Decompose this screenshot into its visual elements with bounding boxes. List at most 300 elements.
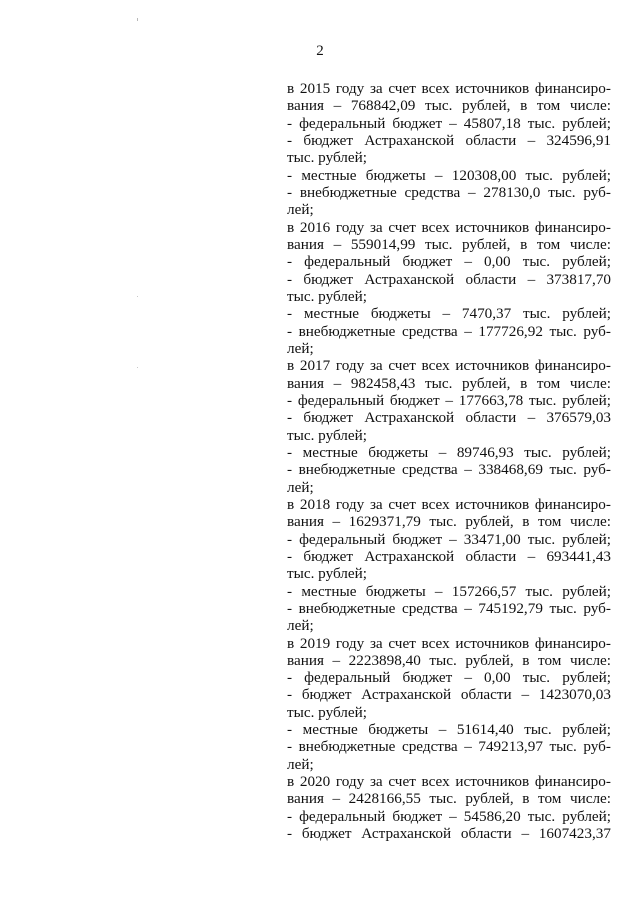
word: 0,00: [484, 253, 511, 271]
word: финансиро-: [534, 80, 611, 97]
word: финансиро-: [534, 773, 611, 791]
word: тыс.: [523, 305, 551, 323]
word: –: [464, 253, 472, 271]
text-line: [287, 375, 611, 392]
word: источников: [455, 495, 530, 513]
word: счет: [388, 80, 416, 97]
word: руб-: [583, 738, 611, 756]
word: 768842,09: [350, 97, 416, 115]
scan-dot: [137, 296, 138, 297]
word: тыс. рублей;: [287, 703, 367, 721]
word: рублей;: [562, 530, 611, 548]
text-line: [287, 531, 611, 548]
word: бюджет: [301, 686, 352, 704]
word: бюджеты: [365, 166, 426, 184]
word: руб-: [583, 322, 611, 340]
word: рублей;: [562, 253, 611, 271]
word: бюджет: [392, 530, 443, 548]
word: за: [369, 357, 383, 375]
word: области: [465, 547, 517, 565]
word: 177663,78: [458, 391, 524, 409]
word: федеральный: [297, 391, 385, 409]
word: рублей,: [462, 97, 511, 115]
word: области: [460, 825, 512, 843]
word: рублей;: [562, 443, 611, 461]
word: рублей;: [562, 721, 611, 739]
word: том: [538, 790, 562, 808]
word: 324596,91: [546, 131, 611, 149]
word: за: [369, 218, 383, 236]
text-line: [287, 583, 611, 600]
word: тыс.: [527, 807, 556, 825]
text-line: [287, 167, 611, 184]
word: числе:: [569, 235, 611, 253]
text-line: [287, 773, 611, 790]
word: -: [287, 599, 293, 617]
text-line: [287, 132, 611, 149]
word: -: [287, 721, 293, 739]
word: бюджет: [303, 131, 354, 149]
word: том: [536, 374, 561, 392]
word: источников: [455, 634, 530, 652]
word: тыс. рублей;: [287, 426, 367, 444]
word: –: [464, 322, 472, 340]
word: лей;: [287, 617, 314, 635]
text-line: [287, 427, 611, 444]
word: тыс.: [429, 513, 457, 531]
word: году: [335, 495, 365, 513]
word: в: [522, 513, 530, 531]
word: рублей,: [462, 374, 511, 392]
word: 0,00: [484, 669, 511, 687]
word: в: [287, 218, 295, 236]
word: федеральный: [299, 114, 386, 132]
word: в: [287, 634, 295, 652]
word: лей;: [287, 339, 314, 357]
word: вания: [287, 513, 324, 531]
scan-mark: [137, 18, 138, 21]
word: местные: [302, 443, 358, 461]
word: -: [287, 253, 293, 271]
word: –: [468, 183, 476, 201]
word: тыс.: [522, 669, 551, 687]
word: тыс.: [425, 374, 453, 392]
word: тыс.: [429, 651, 457, 669]
word: тыс.: [524, 443, 552, 461]
word: числе:: [569, 513, 611, 531]
text-line: [287, 323, 611, 340]
word: бюджет: [303, 547, 354, 565]
word: внебюджетные: [299, 183, 397, 201]
word: всех: [421, 495, 450, 513]
word: –: [449, 114, 457, 132]
word: –: [434, 166, 443, 184]
word: 338468,69: [478, 461, 543, 479]
word: внебюджетные: [298, 461, 396, 479]
word: 157266,57: [451, 582, 517, 600]
word: году: [335, 218, 365, 236]
word: году: [335, 634, 365, 652]
word: тыс. рублей;: [287, 287, 367, 305]
word: 693441,43: [546, 547, 611, 565]
word: 2223898,40: [348, 651, 421, 669]
word: –: [438, 721, 447, 739]
word: –: [521, 825, 530, 843]
word: -: [287, 669, 293, 687]
word: рублей;: [562, 391, 611, 409]
text-line: [287, 652, 611, 669]
word: -: [287, 391, 293, 409]
word: –: [464, 461, 472, 479]
word: руб-: [583, 599, 611, 617]
word: –: [449, 807, 457, 825]
word: рублей,: [465, 513, 514, 531]
word: 982458,43: [350, 374, 416, 392]
text-line: [287, 704, 611, 721]
word: Астраханской: [364, 131, 455, 149]
word: федеральный: [299, 530, 386, 548]
word: внебюджетные: [298, 599, 396, 617]
word: лей;: [287, 755, 314, 773]
word: лей;: [287, 478, 314, 496]
word: 559014,99: [350, 235, 416, 253]
text-line: [287, 288, 611, 305]
word: году: [335, 773, 365, 791]
word: -: [287, 114, 293, 132]
word: средства: [404, 183, 461, 201]
word: 2020: [299, 773, 331, 791]
word: источников: [455, 357, 530, 375]
word: местные: [302, 721, 358, 739]
word: руб-: [583, 183, 611, 201]
word: 745192,79: [478, 599, 543, 617]
word: вания: [287, 97, 324, 115]
text-line: [287, 219, 611, 236]
word: тыс.: [525, 582, 553, 600]
word: тыс.: [549, 599, 577, 617]
word: тыс.: [529, 391, 557, 409]
text-line: [287, 738, 611, 755]
word: бюджет: [392, 114, 443, 132]
word: лей;: [287, 201, 314, 219]
text-line: [287, 184, 611, 201]
word: Астраханской: [364, 547, 455, 565]
word: том: [536, 235, 561, 253]
word: -: [287, 461, 293, 479]
word: –: [527, 547, 536, 565]
word: бюджеты: [368, 443, 429, 461]
text-line: [287, 565, 611, 582]
text-line: [287, 392, 611, 409]
word: вания: [287, 235, 324, 253]
word: средства: [401, 322, 458, 340]
word: -: [287, 686, 293, 704]
word: 2015: [299, 80, 331, 97]
word: бюджеты: [368, 721, 429, 739]
text-line: [287, 600, 611, 617]
word: за: [369, 773, 383, 791]
word: –: [333, 235, 342, 253]
word: 2018: [299, 495, 331, 513]
word: в: [287, 80, 295, 97]
text-line: [287, 808, 611, 825]
word: 376579,03: [546, 409, 611, 427]
word: –: [464, 738, 472, 756]
word: -: [287, 443, 293, 461]
text-line: [287, 97, 611, 114]
text-line: [287, 825, 611, 842]
word: местные: [303, 305, 360, 323]
word: в: [520, 97, 528, 115]
word: –: [442, 305, 451, 323]
word: –: [464, 599, 472, 617]
word: 749213,97: [478, 738, 543, 756]
word: Астраханской: [364, 409, 455, 427]
word: том: [536, 97, 561, 115]
word: Астраханской: [361, 686, 452, 704]
word: в: [522, 651, 530, 669]
word: тыс.: [522, 253, 551, 271]
text-line: [287, 271, 611, 288]
word: 1629371,79: [348, 513, 421, 531]
word: -: [287, 166, 293, 184]
word: в: [520, 374, 528, 392]
text-line: [287, 496, 611, 513]
word: счет: [388, 218, 416, 236]
word: –: [333, 374, 342, 392]
word: всех: [421, 634, 450, 652]
word: источников: [455, 218, 530, 236]
text-line: [287, 357, 611, 374]
word: финансиро-: [534, 357, 611, 375]
word: году: [335, 357, 365, 375]
word: -: [287, 738, 293, 756]
text-line: [287, 305, 611, 322]
word: 278130,0: [483, 183, 541, 201]
text-line: [287, 461, 611, 478]
word: -: [287, 582, 293, 600]
word: том: [538, 513, 562, 531]
word: счет: [388, 773, 416, 791]
word: рублей,: [465, 651, 514, 669]
word: рублей,: [465, 790, 514, 808]
word: числе:: [569, 374, 611, 392]
word: счет: [388, 634, 416, 652]
word: Астраханской: [361, 825, 452, 843]
word: всех: [421, 218, 450, 236]
word: средства: [401, 738, 458, 756]
word: –: [438, 443, 447, 461]
word: местные: [301, 582, 357, 600]
word: вания: [287, 790, 324, 808]
word: федеральный: [304, 253, 391, 271]
word: -: [287, 807, 293, 825]
word: области: [465, 131, 517, 149]
word: 33471,00: [463, 530, 521, 548]
word: средства: [401, 461, 458, 479]
word: тыс.: [429, 790, 457, 808]
word: –: [521, 686, 530, 704]
word: бюджеты: [370, 305, 431, 323]
word: –: [332, 651, 341, 669]
word: 2428166,55: [348, 790, 421, 808]
word: 2017: [299, 357, 331, 375]
word: 373817,70: [546, 270, 611, 288]
text-line: [287, 617, 611, 634]
word: всех: [421, 357, 450, 375]
text-line: [287, 513, 611, 530]
word: рублей,: [462, 235, 511, 253]
word: –: [332, 790, 341, 808]
word: 120308,00: [451, 166, 517, 184]
word: тыс.: [549, 738, 577, 756]
word: –: [464, 669, 472, 687]
word: тыс.: [527, 114, 556, 132]
word: финансиро-: [534, 495, 611, 513]
word: источников: [455, 773, 530, 791]
word: бюджет: [389, 391, 440, 409]
word: -: [287, 183, 293, 201]
text-line: [287, 756, 611, 773]
text-line: [287, 253, 611, 270]
word: –: [449, 530, 457, 548]
word: 7470,37: [461, 305, 512, 323]
word: за: [369, 495, 383, 513]
word: области: [465, 409, 517, 427]
word: –: [333, 97, 342, 115]
word: 1607423,37: [538, 825, 611, 843]
word: вания: [287, 651, 324, 669]
word: 1423070,03: [538, 686, 611, 704]
word: тыс. рублей;: [287, 149, 367, 167]
word: 2019: [299, 634, 331, 652]
word: –: [434, 582, 443, 600]
word: за: [369, 80, 383, 97]
word: числе:: [569, 651, 611, 669]
word: -: [287, 530, 293, 548]
word: в: [287, 773, 295, 791]
word: тыс. рублей;: [287, 565, 367, 583]
word: –: [527, 409, 536, 427]
word: -: [287, 131, 293, 149]
word: -: [287, 270, 293, 288]
word: всех: [421, 773, 450, 791]
word: 45807,18: [463, 114, 521, 132]
text-line: [287, 80, 611, 97]
word: рублей;: [562, 582, 611, 600]
word: Астраханской: [364, 270, 455, 288]
text-line: [287, 201, 611, 218]
word: тыс.: [525, 166, 553, 184]
word: в: [522, 790, 530, 808]
word: -: [287, 305, 293, 323]
word: –: [445, 391, 453, 409]
word: числе:: [569, 97, 611, 115]
word: тыс.: [425, 97, 453, 115]
word: в: [520, 235, 528, 253]
text-line: [287, 409, 611, 426]
word: области: [460, 686, 512, 704]
word: –: [332, 513, 341, 531]
word: местные: [301, 166, 357, 184]
word: рублей;: [562, 305, 611, 323]
word: тыс.: [524, 721, 552, 739]
word: бюджеты: [365, 582, 426, 600]
text-line: [287, 479, 611, 496]
word: -: [287, 409, 293, 427]
word: счет: [388, 357, 416, 375]
word: году: [335, 80, 365, 97]
text-line: [287, 149, 611, 166]
text-line: [287, 669, 611, 686]
word: федеральный: [299, 807, 386, 825]
word: финансиро-: [534, 634, 611, 652]
text-line: [287, 340, 611, 357]
word: в: [287, 495, 295, 513]
word: 54586,20: [463, 807, 521, 825]
word: числе:: [569, 790, 611, 808]
word: тыс.: [548, 183, 576, 201]
word: рублей;: [562, 807, 611, 825]
word: бюджет: [392, 807, 443, 825]
word: в: [287, 357, 295, 375]
word: бюджет: [402, 669, 453, 687]
word: рублей;: [562, 114, 611, 132]
word: 89746,93: [456, 443, 514, 461]
word: тыс.: [425, 235, 453, 253]
word: за: [369, 634, 383, 652]
word: всех: [421, 80, 450, 97]
word: –: [527, 270, 536, 288]
word: источников: [455, 80, 530, 97]
word: вания: [287, 374, 324, 392]
word: -: [287, 322, 293, 340]
word: 177726,92: [478, 322, 543, 340]
word: 51614,40: [456, 721, 514, 739]
text-line: [287, 548, 611, 565]
word: внебюджетные: [298, 322, 396, 340]
word: области: [465, 270, 517, 288]
word: бюджет: [303, 409, 354, 427]
word: рублей;: [562, 669, 611, 687]
text-line: [287, 721, 611, 738]
word: федеральный: [304, 669, 391, 687]
text-line: [287, 236, 611, 253]
scan-dot: [137, 367, 138, 368]
text-line: [287, 115, 611, 132]
text-line: [287, 790, 611, 807]
budget-text-column: [287, 80, 611, 842]
text-line: [287, 444, 611, 461]
text-line: [287, 686, 611, 703]
word: финансиро-: [534, 218, 611, 236]
word: -: [287, 547, 293, 565]
word: тыс.: [549, 461, 577, 479]
word: том: [538, 651, 562, 669]
word: бюджет: [303, 270, 354, 288]
word: -: [287, 825, 293, 843]
word: внебюджетные: [298, 738, 396, 756]
text-line: [287, 635, 611, 652]
word: счет: [388, 495, 416, 513]
word: бюджет: [301, 825, 352, 843]
word: рублей;: [562, 166, 611, 184]
page-number: 2: [316, 43, 324, 59]
word: руб-: [583, 461, 611, 479]
word: средства: [401, 599, 458, 617]
word: тыс.: [527, 530, 556, 548]
word: 2016: [299, 218, 331, 236]
